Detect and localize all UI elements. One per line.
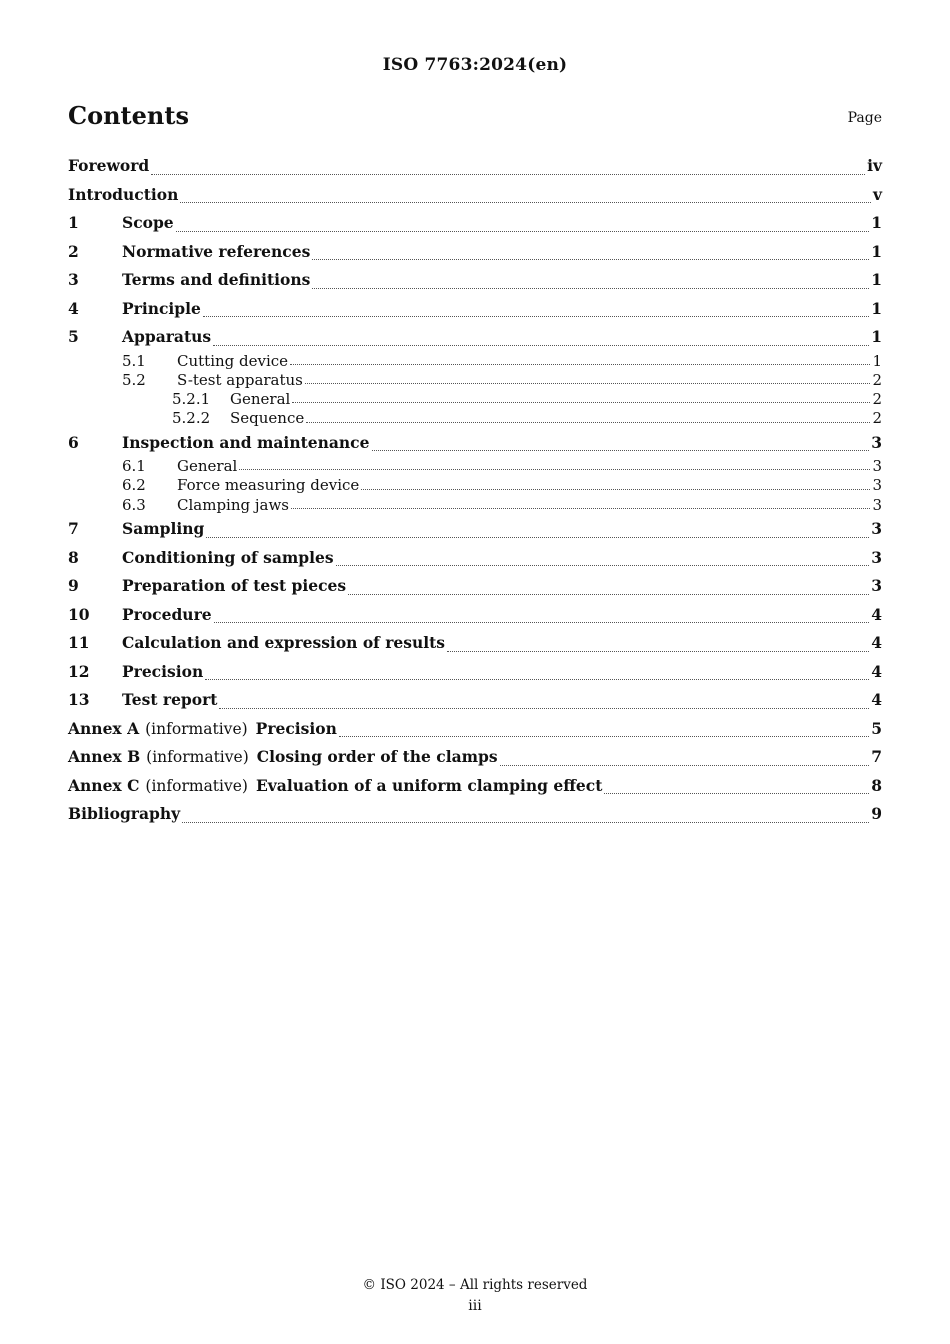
toc-entry-page: 4 xyxy=(871,633,882,653)
toc-entry-bibliography[interactable] xyxy=(68,800,882,829)
page-column-label: Page xyxy=(847,110,882,126)
toc-entry-number: 5.2 xyxy=(122,370,146,389)
toc-entry-page: 1 xyxy=(871,241,882,261)
annex-type: (informative) xyxy=(145,776,248,795)
copyright-notice: © ISO 2024 – All rights reserved xyxy=(362,1277,588,1293)
toc-entry-s-test-apparatus[interactable] xyxy=(68,371,882,390)
toc-entry-number: 4 xyxy=(68,298,79,318)
toc-entry-number: 13 xyxy=(68,690,90,710)
toc-entry-sequence[interactable] xyxy=(68,409,882,428)
toc-entry-page: 3 xyxy=(872,495,882,514)
toc-entry-title: Introduction xyxy=(68,184,179,204)
toc-entry-page: 2 xyxy=(872,390,882,409)
toc-entry-force-measuring-device[interactable] xyxy=(68,476,882,495)
toc-entry-title: Calculation and expression of results xyxy=(122,633,446,653)
toc-entry-preparation-of-test-pieces[interactable] xyxy=(68,572,882,601)
toc-entry-number: 8 xyxy=(68,547,79,567)
toc-entry-title: Procedure xyxy=(122,604,212,624)
toc-entry-sampling[interactable] xyxy=(68,515,882,544)
toc-entry-annex-c[interactable] xyxy=(68,772,882,801)
toc-entry-annex-a[interactable] xyxy=(68,715,882,744)
toc-entry-title: Clamping jaws xyxy=(177,495,290,514)
toc-entry-title: Bibliography xyxy=(68,804,181,824)
toc-entry-page: 5 xyxy=(871,718,882,738)
annex-reference: Annex C xyxy=(68,775,140,795)
page-number: iii xyxy=(468,1298,482,1314)
toc-entry-page: 1 xyxy=(871,327,882,346)
toc-entry-page: 1 xyxy=(871,270,882,289)
toc-entry-page: 2 xyxy=(872,370,882,389)
toc-entry-foreword[interactable] xyxy=(68,152,882,181)
toc-entry-page: 3 xyxy=(871,432,882,452)
dot-leader xyxy=(604,772,869,801)
document-id: ISO 7763:2024(en) xyxy=(382,55,568,75)
toc-entry-title: Sequence xyxy=(230,409,305,428)
toc-entry-title: Cutting device xyxy=(177,351,289,370)
toc-entry-scope[interactable] xyxy=(68,209,882,238)
dot-leader xyxy=(312,266,869,295)
dot-leader xyxy=(151,152,865,181)
toc-entry-procedure[interactable] xyxy=(68,601,882,630)
toc-entry-number: 6 xyxy=(68,432,79,452)
toc-entry-title: Inspection and maintenance xyxy=(122,432,370,452)
annex-type: (informative) xyxy=(145,719,248,738)
toc-entry-number: 5.2.2 xyxy=(172,409,211,428)
toc-entry-inspection-and-maintenance[interactable] xyxy=(68,429,882,458)
dot-leader xyxy=(203,295,869,324)
toc-entry-apparatus[interactable] xyxy=(68,323,882,352)
toc-entry-number: 2 xyxy=(68,241,79,261)
dot-leader xyxy=(348,572,869,601)
dot-leader xyxy=(447,629,869,658)
toc-entry-clamping-jaws[interactable] xyxy=(68,496,882,515)
toc-entry-page: 9 xyxy=(871,804,882,824)
dot-leader xyxy=(239,457,870,476)
toc-entry-precision[interactable] xyxy=(68,658,882,687)
toc-entry-page: 2 xyxy=(872,409,882,428)
toc-entry-calculation-and-expression-of-results[interactable] xyxy=(68,629,882,658)
toc-entry-page: 3 xyxy=(872,476,882,495)
toc-entry-number: 11 xyxy=(68,633,90,653)
toc-entry-title: Terms and definitions xyxy=(122,270,311,289)
toc-entry-title: Foreword xyxy=(68,156,150,175)
toc-entry-title: Conditioning of samples xyxy=(122,547,334,567)
toc-entry-page: 3 xyxy=(871,547,882,567)
toc-entry-title: Precision xyxy=(255,718,337,738)
toc-entry-page: 1 xyxy=(872,351,882,370)
dot-leader xyxy=(361,476,870,495)
dot-leader xyxy=(182,800,869,829)
toc-entry-cutting-device[interactable] xyxy=(68,352,882,371)
annex-reference: Annex B xyxy=(68,747,141,767)
toc-entry-general[interactable] xyxy=(68,390,882,409)
toc-entry-number: 5.2.1 xyxy=(172,390,211,409)
toc-entry-number: 3 xyxy=(68,270,79,289)
dot-leader xyxy=(336,544,870,573)
toc-entry-title: Precision xyxy=(122,661,204,681)
toc-entry-title: Normative references xyxy=(122,241,311,261)
toc-entry-title: Principle xyxy=(122,298,201,318)
toc-entry-page: 7 xyxy=(871,747,882,767)
toc-entry-page: 3 xyxy=(872,457,882,476)
dot-leader xyxy=(306,409,870,428)
toc-entry-page: 8 xyxy=(871,775,882,795)
table-of-contents xyxy=(68,152,882,829)
toc-entry-page: 3 xyxy=(871,519,882,539)
annex-type: (informative) xyxy=(146,748,249,767)
dot-leader xyxy=(292,390,870,409)
dot-leader xyxy=(339,715,869,744)
dot-leader xyxy=(500,743,870,772)
toc-entry-page: 4 xyxy=(871,690,882,710)
toc-entry-title: Sampling xyxy=(122,519,205,539)
dot-leader xyxy=(312,238,869,267)
toc-entry-page: 1 xyxy=(871,213,882,232)
toc-entry-number: 6.3 xyxy=(122,495,146,514)
contents-title: Contents xyxy=(68,101,189,130)
toc-entry-title: Test report xyxy=(122,690,218,710)
toc-entry-number: 6.2 xyxy=(122,476,146,495)
toc-entry-title: Force measuring device xyxy=(177,476,360,495)
dot-leader xyxy=(291,496,870,515)
toc-entry-page: 3 xyxy=(871,576,882,596)
dot-leader xyxy=(176,209,870,238)
toc-entry-number: 1 xyxy=(68,213,79,232)
dot-leader xyxy=(372,429,870,458)
dot-leader xyxy=(305,371,871,390)
toc-entry-title: Evaluation of a uniform clamping effect xyxy=(255,775,603,795)
toc-entry-title: S-test apparatus xyxy=(177,370,303,389)
toc-entry-title: Scope xyxy=(122,213,174,232)
toc-entry-principle[interactable] xyxy=(68,295,882,324)
toc-entry-annex-b[interactable] xyxy=(68,743,882,772)
toc-entry-number: 7 xyxy=(68,519,79,539)
toc-entry-page: 4 xyxy=(871,661,882,681)
toc-entry-number: 5.1 xyxy=(122,351,146,370)
toc-entry-number: 6.1 xyxy=(122,457,146,476)
dot-leader xyxy=(219,686,869,715)
toc-entry-title: Apparatus xyxy=(122,327,212,346)
dot-leader xyxy=(180,181,871,210)
toc-entry-test-report[interactable] xyxy=(68,686,882,715)
toc-entry-number: 5 xyxy=(68,327,79,346)
annex-reference: Annex A xyxy=(68,718,140,738)
dot-leader xyxy=(205,658,869,687)
toc-entry-title: Closing order of the clamps xyxy=(256,747,498,767)
toc-entry-number: 10 xyxy=(68,604,90,624)
toc-entry-title: General xyxy=(177,457,238,476)
toc-entry-number: 12 xyxy=(68,661,90,681)
toc-entry-page: 1 xyxy=(871,298,882,318)
dot-leader xyxy=(213,323,869,352)
dot-leader xyxy=(214,601,870,630)
toc-entry-title: Preparation of test pieces xyxy=(122,576,347,596)
dot-leader xyxy=(206,515,869,544)
toc-entry-page: 4 xyxy=(871,604,882,624)
toc-entry-page: v xyxy=(872,184,882,204)
toc-entry-conditioning-of-samples[interactable] xyxy=(68,544,882,573)
toc-entry-introduction[interactable] xyxy=(68,181,882,210)
dot-leader xyxy=(290,352,870,371)
toc-entry-page: iv xyxy=(867,156,882,175)
toc-entry-terms-and-definitions[interactable] xyxy=(68,266,882,295)
toc-entry-number: 9 xyxy=(68,576,79,596)
toc-entry-normative-references[interactable] xyxy=(68,238,882,267)
toc-entry-general[interactable] xyxy=(68,457,882,476)
toc-entry-title: General xyxy=(230,390,291,409)
